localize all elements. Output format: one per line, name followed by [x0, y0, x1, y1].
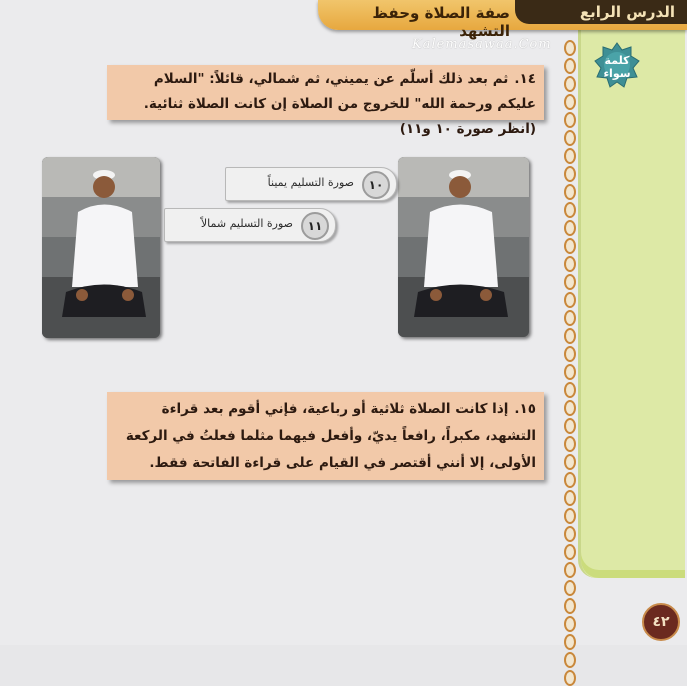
caption-label: صورة التسليم شمالاً	[200, 217, 293, 230]
chain-link	[564, 400, 576, 416]
chain-link	[564, 274, 576, 290]
chain-link	[564, 328, 576, 344]
caption-number: ١٠	[362, 171, 390, 199]
chain-link	[564, 184, 576, 200]
chain-link	[564, 526, 576, 542]
chain-link	[564, 598, 576, 614]
chain-link	[564, 148, 576, 164]
chain-link	[564, 418, 576, 434]
chain-link	[564, 202, 576, 218]
chain-link	[564, 382, 576, 398]
chain-link	[564, 40, 576, 56]
chain-link	[564, 346, 576, 362]
chain-link	[564, 544, 576, 560]
chain-link	[564, 364, 576, 380]
chain-link	[564, 130, 576, 146]
photo-salam-right	[398, 157, 529, 337]
paragraph-number: ١٥.	[514, 401, 536, 417]
chain-link	[564, 310, 576, 326]
chain-link	[564, 472, 576, 488]
paragraph-14	[107, 65, 544, 137]
chain-link	[564, 670, 576, 686]
chain-link	[564, 580, 576, 596]
chain-link	[564, 436, 576, 452]
paragraph-15	[107, 392, 544, 480]
paragraph-number: ١٤.	[514, 71, 536, 87]
lesson-title: صفة الصلاة وحفظ التشهد	[372, 4, 510, 40]
caption-label: صورة التسليم يميناً	[267, 176, 354, 189]
page-number: ٤٢	[642, 603, 680, 641]
chain-link	[564, 454, 576, 470]
star-emblem-icon	[594, 42, 640, 88]
caption-10	[225, 167, 397, 201]
chain-link	[564, 220, 576, 236]
chain-link	[564, 562, 576, 578]
paragraph-text: ثم بعد ذلك أسلّم عن يميني، ثم شمالي، قائلاً: "السلام عليكم ورحمة الله" للخروج من الصلاة إن كانت الصلاة ثنائية. (انظر صورة ١٠ و١١)	[143, 71, 536, 137]
photo-salam-left	[42, 157, 160, 338]
logo-text: كلمة سواء	[603, 54, 631, 80]
chain-link	[564, 94, 576, 110]
chain-link	[564, 166, 576, 182]
chain-link	[564, 76, 576, 92]
chain-link	[564, 634, 576, 650]
chain-link	[564, 616, 576, 632]
site-watermark: Kalemasawaa.Com	[412, 37, 552, 52]
chain-link	[564, 58, 576, 74]
chain-link	[564, 490, 576, 506]
paragraph-text: إذا كانت الصلاة ثلاثية أو رباعية، فإني أقوم بعد قراءة التشهد، مكبراً، رافعاً يديّ، وأفعل فيهما مثلما فعلتُ في الركعة الأولى، إلا أنني أقتصر في القيام على قراءة الفاتحة فقط.	[125, 401, 536, 471]
caption-number: ١١	[301, 212, 329, 240]
chain-link	[564, 112, 576, 128]
decorative-sidebar	[578, 30, 685, 578]
chain-link	[564, 238, 576, 254]
caption-11	[164, 208, 336, 242]
decorative-chain	[563, 40, 577, 588]
chain-link	[564, 292, 576, 308]
chain-link	[564, 652, 576, 668]
chain-link	[564, 256, 576, 272]
lesson-label: الدرس الرابع	[515, 0, 687, 24]
chain-link	[564, 508, 576, 524]
